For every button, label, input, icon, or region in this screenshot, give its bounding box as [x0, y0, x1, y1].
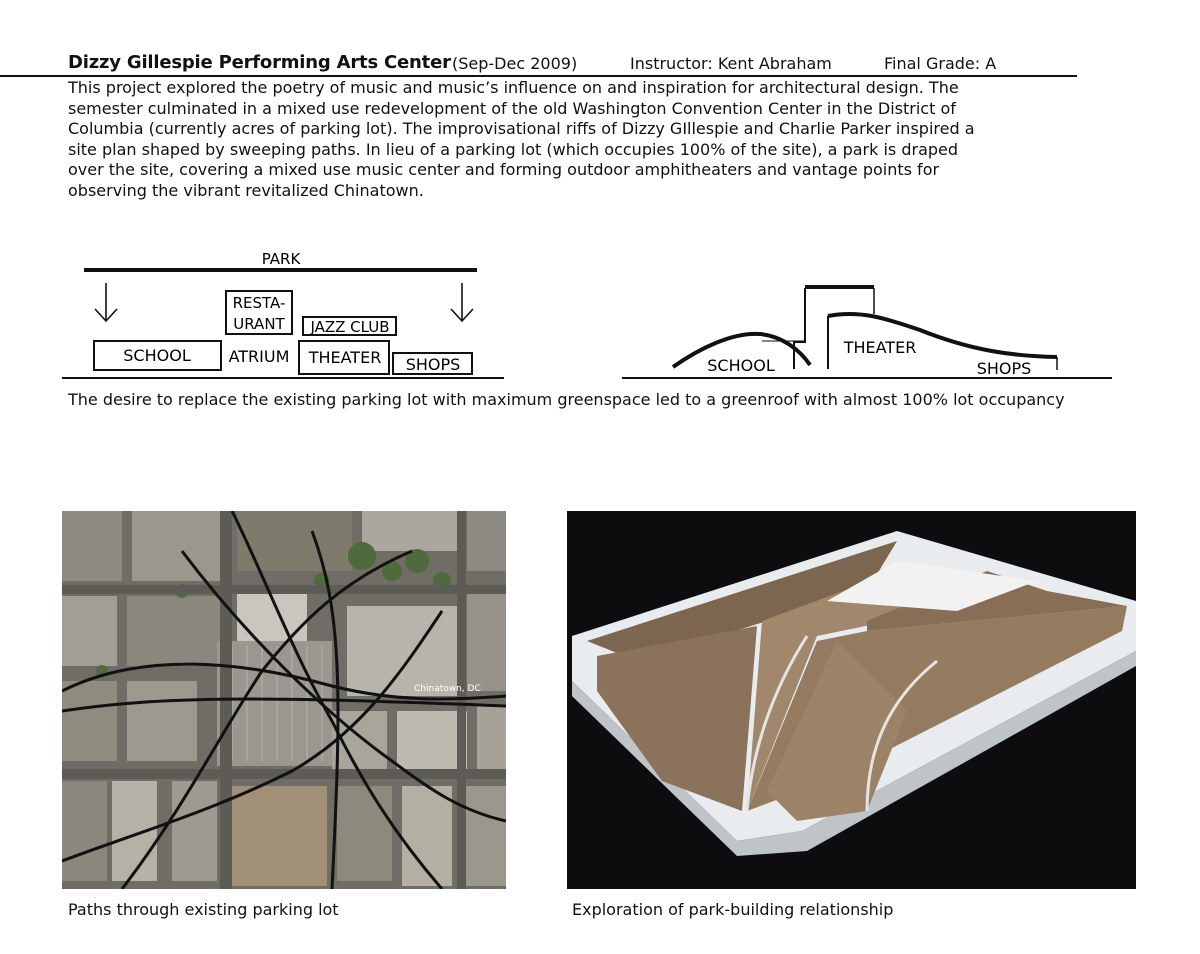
program-diagram [0, 240, 600, 390]
project-dates: (Sep-Dec 2009) [452, 54, 578, 73]
aerial-map-drawing [62, 511, 506, 889]
description-line: over the site, covering a mixed use music center and forming outdoor amphitheaters and vantage points for [68, 160, 940, 180]
model-drawing [567, 511, 1136, 889]
school-label: SCHOOL [123, 346, 191, 365]
description-line: This project explored the poetry of music and music’s influence on and inspiration for architectural design. The [68, 78, 959, 97]
diagram-caption: The desire to replace the existing parking lot with maximum greenspace led to a greenroof with almost 100% lot occupancy [68, 390, 1065, 409]
project-description [68, 78, 1068, 202]
model-photo [567, 511, 1136, 889]
final-grade: Final Grade: A [884, 54, 997, 73]
section-school-label: SCHOOL [707, 356, 775, 375]
aerial-caption: Paths through existing parking lot [68, 900, 339, 919]
section-diagram [600, 270, 1140, 390]
project-title: Dizzy Gillespie Performing Arts Center [68, 52, 451, 73]
section-theater-label: THEATER [843, 338, 917, 357]
shops-label: SHOPS [405, 355, 461, 374]
section-shops-label: SHOPS [976, 359, 1032, 378]
description-line: semester culminated in a mixed use redevelopment of the old Washington Convention Center in the District of [68, 98, 956, 118]
description-line: observing the vibrant revitalized Chinatown. [68, 180, 424, 200]
aerial-map-image [62, 511, 506, 889]
map-location-label: Chinatown, DC [414, 684, 481, 694]
restaurant-label: RESTA- [232, 294, 286, 312]
park-label: PARK [261, 250, 301, 268]
arrow-down-icon [95, 283, 117, 321]
model-caption: Exploration of park-building relationship [572, 900, 894, 919]
theater-label: THEATER [308, 348, 382, 367]
jazz-club-label: JAZZ CLUB [310, 318, 390, 336]
arrow-down-icon [451, 283, 473, 321]
description-line: site plan shaped by sweeping paths. In lieu of a parking lot (which occupies 100% of the site), a park is draped [68, 139, 959, 159]
atrium-label: ATRIUM [228, 347, 290, 366]
header-divider [0, 75, 1077, 77]
description-line: Columbia (currently acres of parking lot). The improvisational riffs of Dizzy GIllespie and Charlie Parker inspired a [68, 119, 975, 139]
instructor-label: Instructor: Kent Abraham [630, 54, 832, 73]
restaurant-label: URANT [233, 315, 285, 333]
